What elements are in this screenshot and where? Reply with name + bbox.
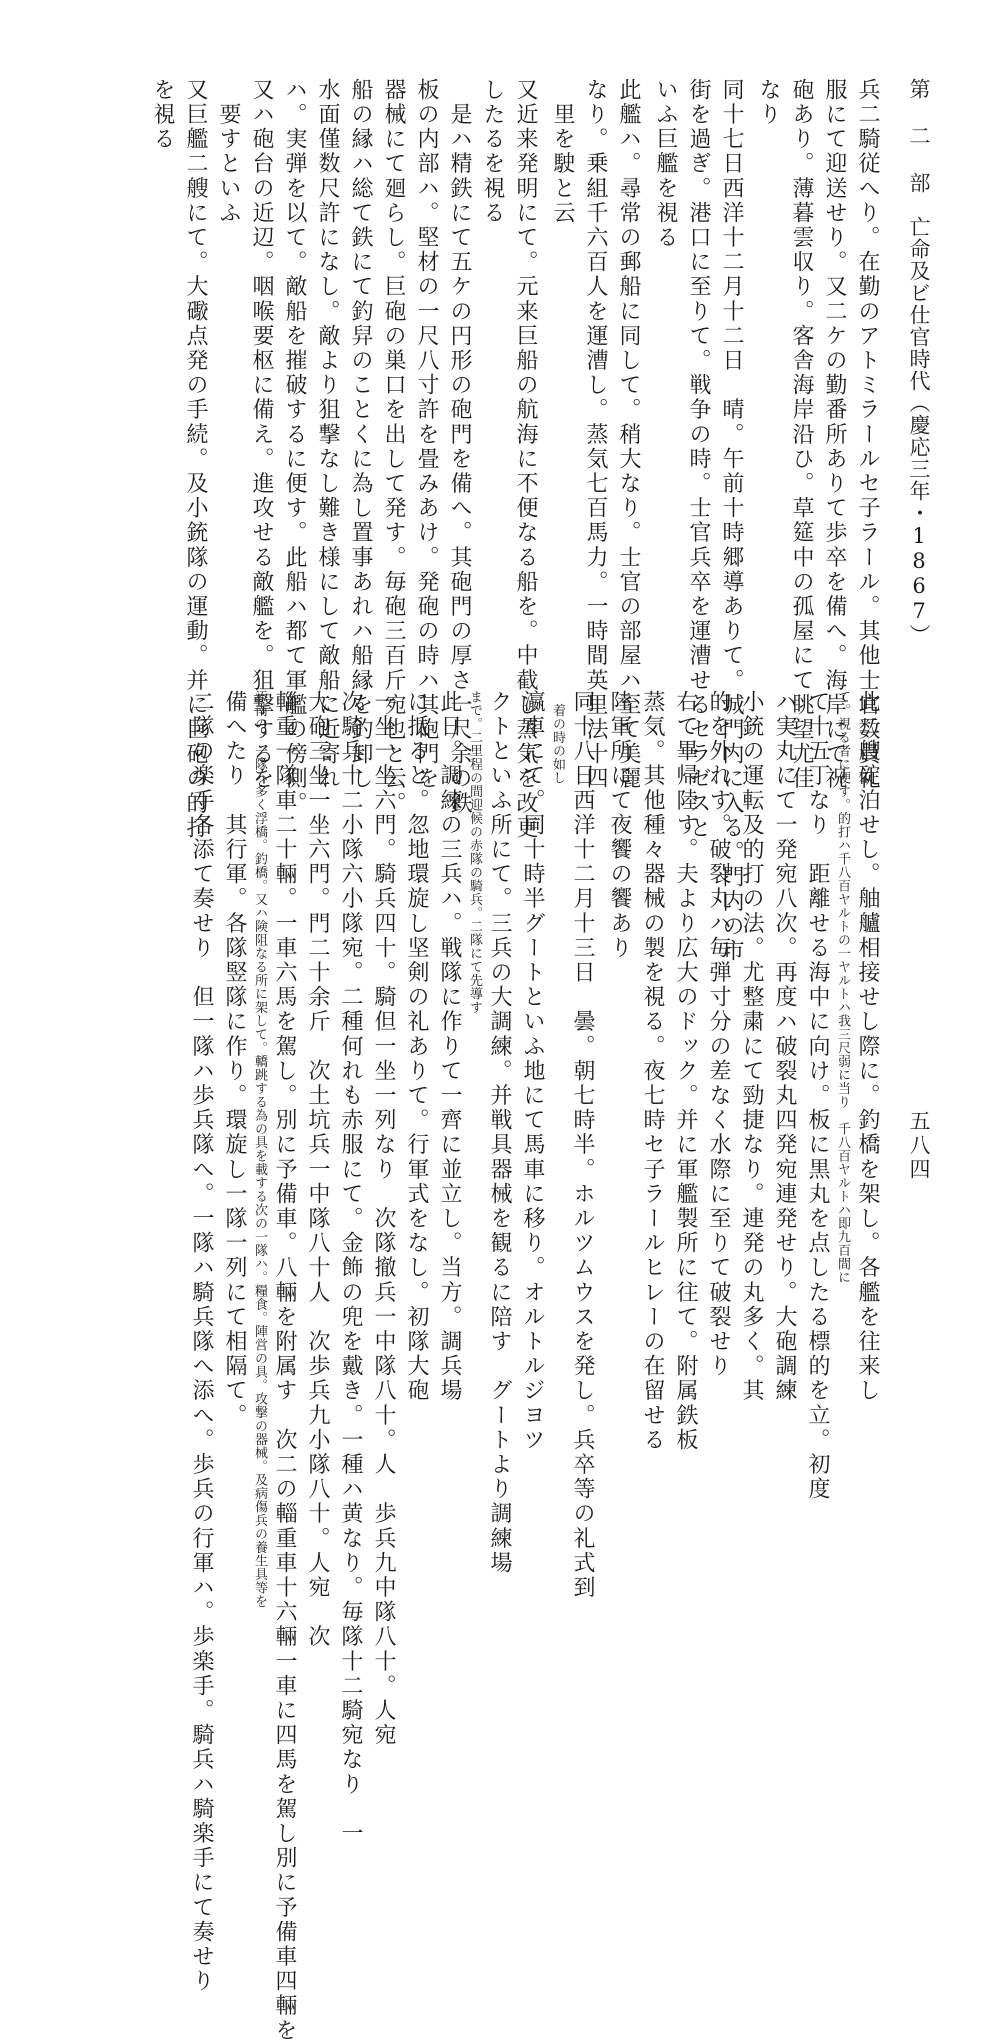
lower-text-column: 小銃の運転及的打の法。尤整粛にて勁捷なり。連発の丸多く。其 bbox=[739, 690, 764, 1404]
upper-text-column: 街を過ぎ。港口に至りて。戦争の時。士官兵卒を運漕せるセラゼスと bbox=[686, 78, 711, 841]
upper-text-column: 板の内部ハ。堅材の一尺八寸許を畳みあけ。発砲の時ハ其砲門を bbox=[414, 78, 439, 792]
lower-text-column: 右て畢帰陸す。夫より広大のドック。并に軍艦製所に往て。附属鉄板 bbox=[673, 690, 698, 1453]
lower-text-column: 輜重一隊車二十輛。一車六馬を駕し。別に予備車。八輛を附属す 次二の輜重車十六輛一車に四馬を駕し別に予備車四輛を bbox=[272, 690, 297, 2043]
upper-text-column: を視る bbox=[150, 78, 175, 152]
upper-text-column: 又巨艦二艘にて。大礮点発の手続。及小銃隊の運動。并に巨砲の的打 bbox=[183, 78, 208, 841]
upper-text-column: 又近来発明にて。元来巨船の航海に不便なる船を。中截し蒸気を改更 bbox=[513, 78, 538, 841]
running-header: 第 二 部 亡命及ビ仕官時代（慶応三年・1867） bbox=[907, 78, 931, 646]
lower-text-column: 一坐一坐六門。騎兵四十。騎但一坐一列なり 次隊撤兵一中隊八十。人 歩兵九中隊八十。人宛 bbox=[371, 690, 396, 1748]
upper-text-column: 是ハ精鉄にて五ケの円形の砲門を備へ。其砲門の厚さ一尺余の鉄 bbox=[447, 78, 472, 816]
lower-text-column: て十五丁なり 距離せる海中に向け。板に黒丸を点したる標的を立。初度 bbox=[805, 690, 830, 1502]
lower-text-column: 瀛車にて。同十時半グートといふ地にて馬車に移り。オルトルジヨツ bbox=[520, 690, 545, 1453]
upper-text-column bbox=[748, 78, 752, 648]
upper-text-column: したるを視る bbox=[480, 78, 505, 226]
upper-text-column: ハ。実弾を以て。敵船を摧破するに便す。此船ハ都て軍艦の傍側。 bbox=[282, 78, 307, 816]
upper-text-column: 兵二騎従へり。在勤のアトミラールセ子ラール。其他士官数員礼 bbox=[855, 78, 880, 792]
lower-text-column: 添南の。一隊ハ多く浮橋。釣橋。又ハ険阻なる所に架して。轎跳する為の具を載する次の一隊ハ。糧食。陣営の具。攻撃の器械。及病傷兵の養生具等を bbox=[252, 690, 267, 1608]
upper-text-column: 砲あり。薄暮雲収り。客舎海岸沿ひ。草筵中の孤屋にて眺望尤佳 bbox=[789, 78, 814, 792]
page-number: 五八四 bbox=[907, 1110, 931, 1182]
upper-text-column: 又ハ砲台の近辺。咽喉要枢に備え。進攻せる敵艦を。狙撃するを bbox=[249, 78, 274, 792]
lower-text-column: 二隊の楽手各添て奏せり 但一隊ハ歩兵隊へ。一隊ハ騎兵隊へ添へ。歩兵の行軍ハ。歩楽手。騎兵ハ騎楽手にて奏せり bbox=[189, 690, 214, 1994]
lower-text-column: 此二艘碇泊せし。舳艫相接せし際に。釣橋を架し。各艦を往来し bbox=[855, 690, 880, 1404]
upper-text-column: なり bbox=[756, 78, 781, 128]
lower-text-block bbox=[185, 690, 884, 2043]
lower-text-column: 的を外れす。破裂丸ハ毎弾寸分の差なく水際に至りて破裂せり bbox=[706, 690, 731, 1379]
lower-text-column: 次騎兵十二小隊六小隊宛。二種何れも赤服にて。金飾の兜を戴き。一種ハ黄なり。毎隊十二騎宛なり 一 bbox=[338, 690, 363, 1847]
lower-text-column: 蒸気。其他種々器械の製を視る。夜七時セ子ラールヒレーの在留せる bbox=[640, 690, 665, 1453]
upper-text-column: 服にて迎送せり。又二ケの勤番所ありて歩卒を備へ。海岸にて祝 bbox=[822, 78, 847, 792]
lower-text-column: 大砲三坐一坐六門。門二十余斤 次土坑兵一中隊八十人 次歩兵九小隊八十。人宛 次 bbox=[305, 690, 330, 1650]
lower-text-column: まで。二里程の間迎候の赤隊の騎兵。二隊にて先導す bbox=[467, 690, 482, 1014]
lower-text-column: クトといふ所にて。三兵の大調練。并戦具器械を観るに陪す グートより調練場 bbox=[487, 690, 512, 1576]
upper-text-column: いふ巨艦を視る bbox=[653, 78, 678, 251]
upper-text-column: 船の縁ハ総て鉄にて釣舁のことくに為し置事あれハ船縁を釣卸し bbox=[348, 78, 373, 792]
upper-text-column: 水面僅数尺許になし。敵より狙撃なし難き様にして敵船に近寄れ bbox=[315, 78, 340, 792]
upper-text-column: 要すといふ bbox=[216, 78, 241, 226]
lower-text-column: ハ実丸にて一発宛八次。再度ハ破裂丸四発宛連発せり。大砲調練 bbox=[772, 690, 797, 1404]
lower-text-column: 備へたり 其行軍。各隊竪隊に作り。環旋し一隊一列にて相隔て。 bbox=[222, 690, 247, 1428]
upper-text-column: 同十七日西洋十二月十二日 晴。午前十時郷導ありて。城門内に入る。門内の市 bbox=[719, 78, 744, 964]
upper-text-column: 器械にて廻らし。巨砲の巣口を出して発す。毎砲三百斤宛也と云。 bbox=[381, 78, 406, 816]
lower-text-column: に抵ると。忽地環旋し坚剣の礼ありて。行軍式をなし。初隊大砲 bbox=[404, 690, 429, 1404]
upper-text-column: 此艦ハ。尋常の郵船に同して。稍大なり。士官の部屋ハ至て美麗 bbox=[616, 78, 641, 792]
lower-text-column: 同十八日西洋十二月十三日 曇。朝七時半。ホルツムウスを発し。兵卒等の礼式到 bbox=[570, 690, 595, 1601]
lower-text-column: て。視る者に便す。的打ハ千八百ヤルトの一ヤルトハ我三尺弱に当り 千八百ヤルトハ即九百間に bbox=[835, 690, 850, 1284]
lower-text-column: 陸軍所にて夜饗の饗あり bbox=[607, 690, 632, 961]
lower-text-column: 此日。調練の三兵ハ。戦隊に作りて一齊に並立し。当方。調兵場 bbox=[437, 690, 462, 1404]
upper-text-column: 里を駛と云 bbox=[550, 78, 575, 226]
lower-text-column: 着の時の如し bbox=[550, 690, 565, 785]
upper-text-column: なり。乗組千六百人を運漕し。蒸気七百馬力。一時間英里法十四 bbox=[583, 78, 608, 792]
